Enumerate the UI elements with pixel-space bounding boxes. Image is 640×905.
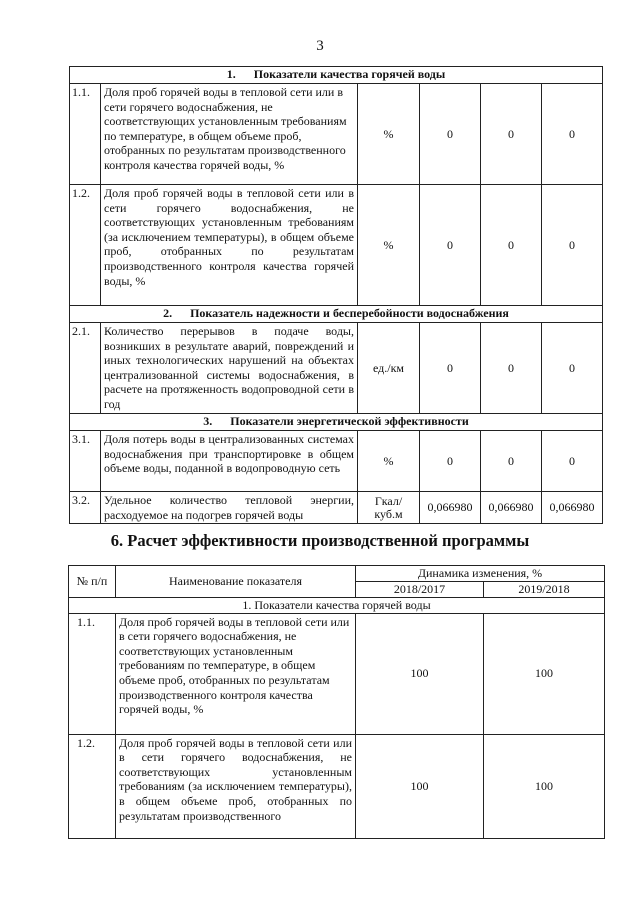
value-cell: 0	[420, 323, 481, 414]
table-row	[70, 185, 603, 306]
value-cell: 100	[484, 734, 605, 838]
value-cell: 0	[542, 185, 603, 306]
column-header-year2: 2019/2018	[484, 582, 605, 598]
value-cell: 0	[420, 84, 481, 185]
value-cell: 0	[542, 431, 603, 492]
value-cell: 0	[481, 431, 542, 492]
row-number: 1.2.	[69, 734, 116, 838]
section-title-quality: 1. Показатели качества горячей воды	[70, 67, 603, 84]
table-row	[69, 613, 605, 734]
row-number: 1.2.	[70, 185, 101, 306]
value-cell: 100	[484, 613, 605, 734]
table-row	[70, 84, 603, 185]
table-row	[69, 734, 605, 838]
table-row	[70, 323, 603, 414]
value-cell: 0	[420, 431, 481, 492]
value-cell: 0,066980	[481, 492, 542, 524]
value-cell: 0	[420, 185, 481, 306]
value-cell: 0	[481, 323, 542, 414]
column-header-name: Наименование показателя	[116, 566, 356, 598]
unit-cell: Гкал/ куб.м	[358, 492, 420, 524]
page-number: 3	[316, 38, 324, 54]
indicators-table	[69, 66, 603, 524]
value-cell: 100	[356, 613, 484, 734]
column-header-number: № п/п	[69, 566, 116, 598]
indicator-name: Доля проб горячей воды в тепловой сети или в сети горячего водоснабжения, не соответствующих установленным требованиям (за исключением температуры), в общем объеме проб, отобранных по результатам производственного контроля качества горячей воды, %	[101, 185, 358, 306]
value-cell: 0	[542, 84, 603, 185]
value-cell: 0,066980	[420, 492, 481, 524]
value-cell: 0,066980	[542, 492, 603, 524]
value-cell: 0	[481, 84, 542, 185]
section-heading: 6. Расчет эффективности производственной программы	[110, 531, 530, 550]
indicator-name: Количество перерывов в подаче воды, возникших в результате аварий, повреждений и иных технологических нарушений на объектах централизованной системы водоснабжения, в расчете на протяженность водопроводной сети в год	[101, 323, 358, 414]
unit-cell: %	[358, 185, 420, 306]
section-title-efficiency: 3. Показатели энергетической эффективности	[70, 414, 603, 431]
row-number: 1.1.	[69, 613, 116, 734]
column-header-year1: 2018/2017	[356, 582, 484, 598]
efficiency-table	[68, 565, 605, 839]
unit-cell: %	[358, 431, 420, 492]
unit-cell: %	[358, 84, 420, 185]
section-title-reliability: 2. Показатель надежности и бесперебойности водоснабжения	[70, 306, 603, 323]
row-number: 3.2.	[70, 492, 101, 524]
table-row	[70, 431, 603, 492]
section-title-quality: 1. Показатели качества горячей воды	[69, 597, 605, 613]
row-number: 1.1.	[70, 84, 101, 185]
value-cell: 100	[356, 734, 484, 838]
indicator-name: Удельное количество тепловой энергии, расходуемое на подогрев горячей воды	[101, 492, 358, 524]
column-header-dynamics: Динамика изменения, %	[356, 566, 605, 582]
row-number: 2.1.	[70, 323, 101, 414]
row-number: 3.1.	[70, 431, 101, 492]
table-row	[70, 492, 603, 524]
indicator-name: Доля проб горячей воды в тепловой сети или в сети горячего водоснабжения, не соответствующих установленным требованиям по температуре, в общем объеме проб, отобранных по результатам производственного контроля качества горячей воды, %	[116, 613, 356, 734]
unit-cell: ед./км	[358, 323, 420, 414]
indicator-name: Доля проб горячей воды в тепловой сети или в сети горячего водоснабжения, не соответствующих установленным требованиям по температуре, в общем объеме проб, отобранных по результатам производственного контроля качества горячей воды, %	[101, 84, 358, 185]
indicator-name: Доля проб горячей воды в тепловой сети или в сети горячего водоснабжения, не соответствующих установленным требованиям (за исключением температуры), в общем объеме проб, отобранных по результатам производственного	[116, 734, 356, 838]
value-cell: 0	[481, 185, 542, 306]
indicator-name: Доля потерь воды в централизованных системах водоснабжения при транспортировке в общем объеме воды, поданной в водопроводную сеть	[101, 431, 358, 492]
value-cell: 0	[542, 323, 603, 414]
